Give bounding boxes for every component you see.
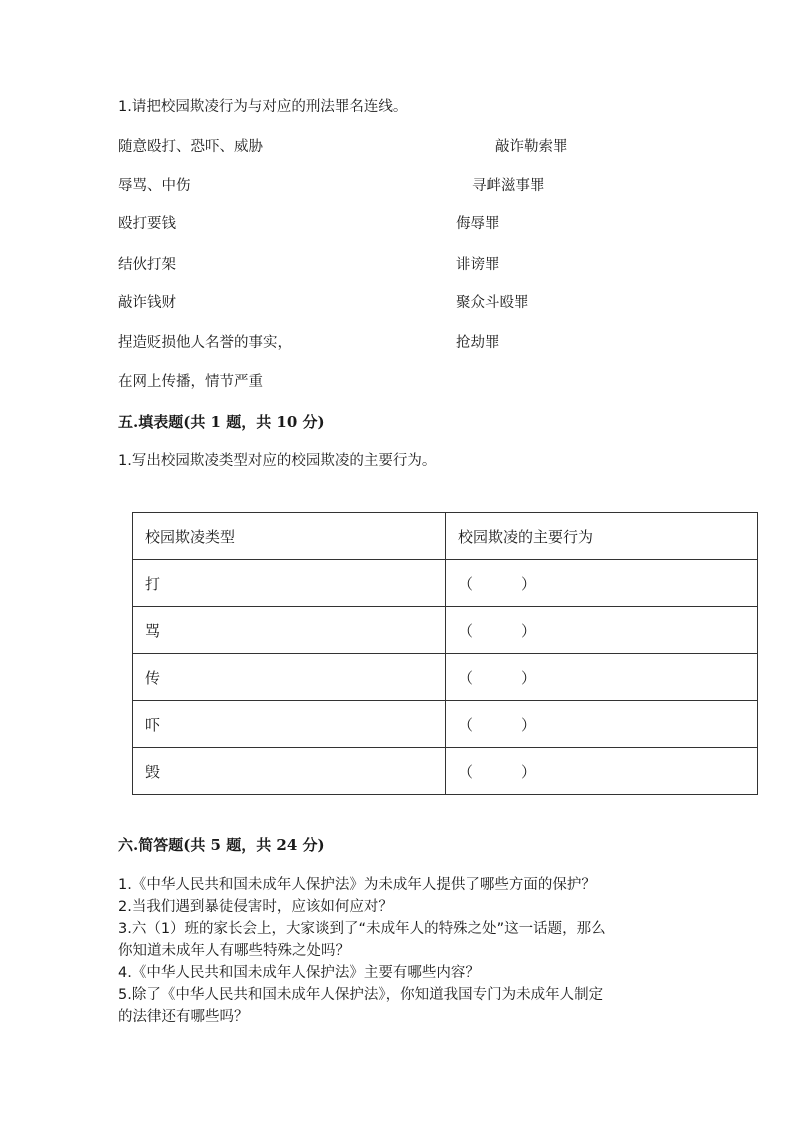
answer-blank: （ ） (458, 668, 537, 687)
table-cell-answer[interactable] (446, 607, 758, 654)
short-answer-q3: 3.六（1）班的家长会上，大家谈到了“未成年人的特殊之处”这一话题，那么 (118, 921, 606, 937)
table-header-type: 校园欺凌类型 (133, 513, 446, 560)
short-answer-q2: 2.当我们遇到暴徒侵害时，应该如何应对？ (118, 899, 393, 915)
section6-heading: 六.简答题(共 5 题，共 24 分) (118, 836, 325, 854)
table-cell-answer[interactable] (446, 701, 758, 748)
section5-heading: 五.填表题(共 1 题，共 10 分) (118, 413, 325, 431)
match-left-item-2: 辱骂、中伤 (118, 178, 191, 194)
match-left-item-3: 殴打要钱 (118, 216, 176, 232)
section5-instruction: 1.写出校园欺凌类型对应的校园欺凌的主要行为。 (118, 453, 437, 469)
match-right-item-2: 寻衅滋事罪 (472, 178, 545, 194)
match-right-item-3: 侮辱罪 (456, 216, 500, 232)
table-cell-answer[interactable] (446, 560, 758, 607)
match-left-item-1: 随意殴打、恐吓、威胁 (118, 139, 263, 155)
table-row (133, 701, 758, 748)
match-left-item-6: 捏造贬损他人名誉的事实， (118, 335, 292, 351)
table-cell-answer[interactable] (446, 654, 758, 701)
table-row (133, 607, 758, 654)
answer-blank: （ ） (458, 715, 537, 734)
match-instruction: 1.请把校园欺凌行为与对应的刑法罪名连线。 (118, 99, 408, 115)
table-row (133, 748, 758, 795)
short-answer-q3-cont: 你知道未成年人有哪些特殊之处吗？ (118, 943, 350, 959)
short-answer-q1: 1.《中华人民共和国未成年人保护法》为未成年人提供了哪些方面的保护？ (118, 877, 596, 893)
match-right-item-5: 聚众斗殴罪 (456, 295, 529, 311)
short-answer-q4: 4.《中华人民共和国未成年人保护法》主要有哪些内容？ (118, 965, 480, 981)
answer-blank: （ ） (458, 574, 537, 593)
match-left-item-7: 在网上传播，情节严重 (118, 374, 263, 390)
bullying-type-table (132, 512, 758, 795)
answer-blank: （ ） (458, 762, 537, 781)
short-answer-q5: 5.除了《中华人民共和国未成年人保护法》，你知道我国专门为未成年人制定 (118, 987, 604, 1003)
match-right-item-1: 敲诈勒索罪 (495, 139, 568, 155)
match-right-item-4: 诽谤罪 (456, 257, 500, 273)
match-left-item-5: 敲诈钱财 (118, 295, 176, 311)
table-header-row (133, 513, 758, 560)
table-cell-type: 传 (133, 654, 446, 701)
match-left-item-4: 结伙打架 (118, 257, 176, 273)
table-row (133, 560, 758, 607)
table-cell-answer[interactable] (446, 748, 758, 795)
table-cell-type: 毁 (133, 748, 446, 795)
table-cell-type: 骂 (133, 607, 446, 654)
match-right-item-6: 抢劫罪 (456, 335, 500, 351)
table-row (133, 654, 758, 701)
table-cell-type: 吓 (133, 701, 446, 748)
table-header-behavior: 校园欺凌的主要行为 (446, 513, 758, 560)
table-cell-type: 打 (133, 560, 446, 607)
answer-blank: （ ） (458, 621, 537, 640)
short-answer-q5-cont: 的法律还有哪些吗？ (118, 1009, 249, 1025)
